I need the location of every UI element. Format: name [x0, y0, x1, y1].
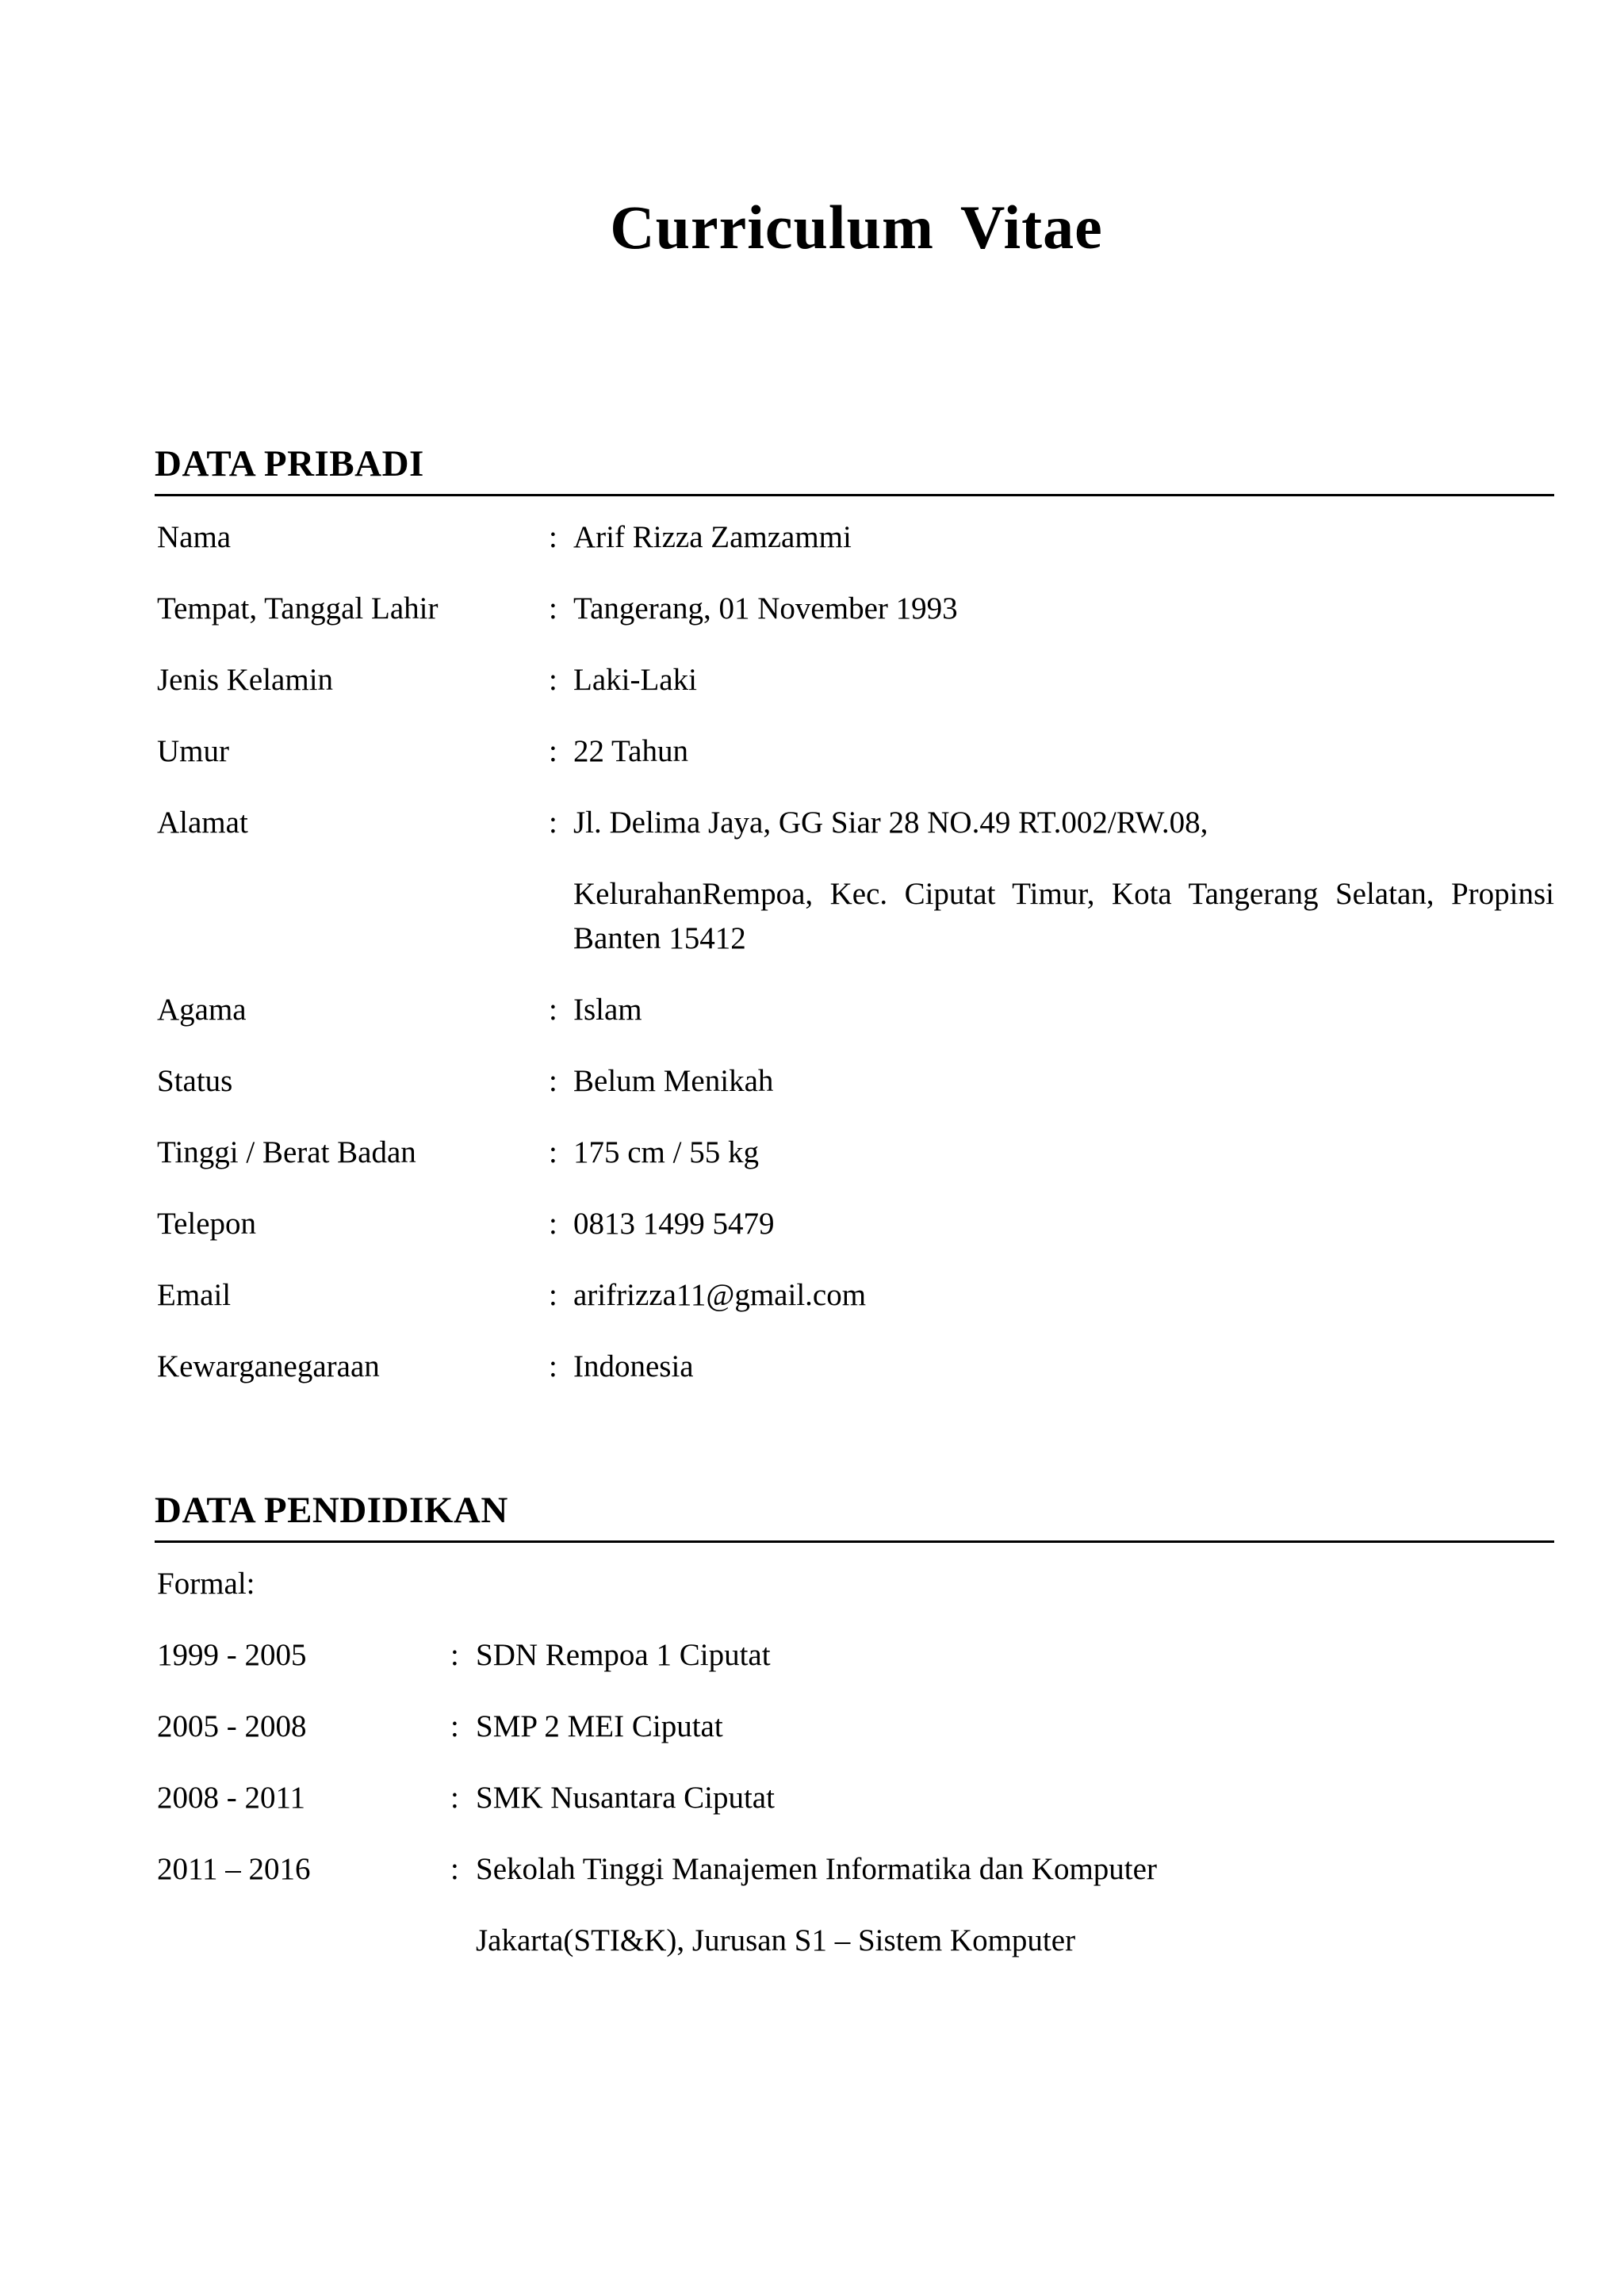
education-years: 2008 - 2011: [157, 1781, 306, 1815]
field-row-umur: [155, 729, 1554, 774]
field-value-continuation: KelurahanRempoa, Kec. Ciputat Timur, Kota Tangerang Selatan, Propinsi Banten 15412: [573, 877, 1554, 955]
field-separator: :: [450, 1638, 459, 1672]
field-label: Email: [157, 1278, 232, 1312]
field-label: Jenis Kelamin: [157, 663, 334, 697]
subheading-label: Formal:: [157, 1567, 255, 1601]
field-separator: :: [450, 1852, 459, 1886]
field-value: Tangerang, 01 November 1993: [573, 591, 958, 626]
field-row-tinggi-berat-badan: [155, 1131, 1554, 1175]
field-label: Nama: [157, 520, 232, 554]
subheading-formal: [155, 1562, 1554, 1606]
field-separator: :: [450, 1781, 459, 1815]
field-separator: :: [549, 591, 557, 626]
education-school: Sekolah Tinggi Manajemen Informatika dan Komputer: [476, 1852, 1157, 1886]
field-row-agama: [155, 988, 1554, 1032]
field-value: Islam: [573, 993, 642, 1027]
education-school: SMP 2 MEI Ciputat: [476, 1709, 723, 1743]
field-separator: :: [549, 1064, 557, 1098]
field-label: Status: [157, 1064, 233, 1098]
field-value: Jl. Delima Jaya, GG Siar 28 NO.49 RT.002/RW.08,: [573, 806, 1208, 840]
section-heading: DATA PENDIDIKAN: [155, 1492, 1554, 1543]
field-label: Tempat, Tanggal Lahir: [157, 591, 439, 626]
field-separator: :: [549, 520, 557, 554]
education-row: [155, 1776, 1554, 1820]
field-value: 175 cm / 55 kg: [573, 1135, 759, 1169]
field-separator: :: [549, 1207, 557, 1241]
field-value: 0813 1499 5479: [573, 1207, 775, 1241]
field-row-nama: [155, 515, 1554, 560]
field-label: Agama: [157, 993, 247, 1027]
education-row: [155, 1705, 1554, 1749]
field-row-alamat: [155, 801, 1554, 845]
field-separator: :: [549, 663, 557, 697]
field-value: 22 Tahun: [573, 734, 688, 768]
field-row-jenis-kelamin: [155, 658, 1554, 702]
field-separator: :: [549, 1135, 557, 1169]
education-row: [155, 1633, 1554, 1678]
field-row-status: [155, 1059, 1554, 1104]
field-separator: :: [549, 1349, 557, 1383]
section-data-pribadi: [155, 443, 1554, 1389]
field-separator: :: [549, 734, 557, 768]
field-label: Telepon: [157, 1207, 257, 1241]
field-value: Indonesia: [573, 1349, 694, 1383]
field-label: Tinggi / Berat Badan: [157, 1135, 416, 1169]
field-label: Kewarganegaraan: [157, 1349, 380, 1383]
education-row: [155, 1847, 1554, 1892]
section-data-pendidikan: [155, 1492, 1554, 1963]
field-separator: :: [549, 1278, 557, 1312]
field-row-tempat-tanggal-lahir: [155, 587, 1554, 631]
field-row-kewarganegaraan: [155, 1345, 1554, 1389]
field-value: arifrizza11@gmail.com: [573, 1278, 867, 1312]
education-years: 1999 - 2005: [157, 1638, 307, 1672]
education-school: SMK Nusantara Ciputat: [476, 1781, 775, 1815]
field-value: Arif Rizza Zamzammi: [573, 520, 852, 554]
field-row-telepon: [155, 1202, 1554, 1246]
field-separator: :: [450, 1709, 459, 1743]
field-label: Umur: [157, 734, 229, 768]
document-title: Curriculum Vitae: [610, 193, 1103, 262]
education-school-continuation: Jakarta(STI&K), Jurusan S1 – Sistem Komputer: [476, 1923, 1076, 1957]
field-label: Alamat: [157, 806, 248, 840]
field-value: Belum Menikah: [573, 1064, 774, 1098]
field-value: Laki-Laki: [573, 663, 697, 697]
education-years: 2005 - 2008: [157, 1709, 307, 1743]
field-separator: :: [549, 806, 557, 840]
field-separator: :: [549, 993, 557, 1027]
field-row-email: [155, 1273, 1554, 1318]
section-heading: DATA PRIBADI: [155, 446, 1554, 496]
education-years: 2011 – 2016: [157, 1852, 311, 1886]
education-school: SDN Rempoa 1 Ciputat: [476, 1638, 771, 1672]
